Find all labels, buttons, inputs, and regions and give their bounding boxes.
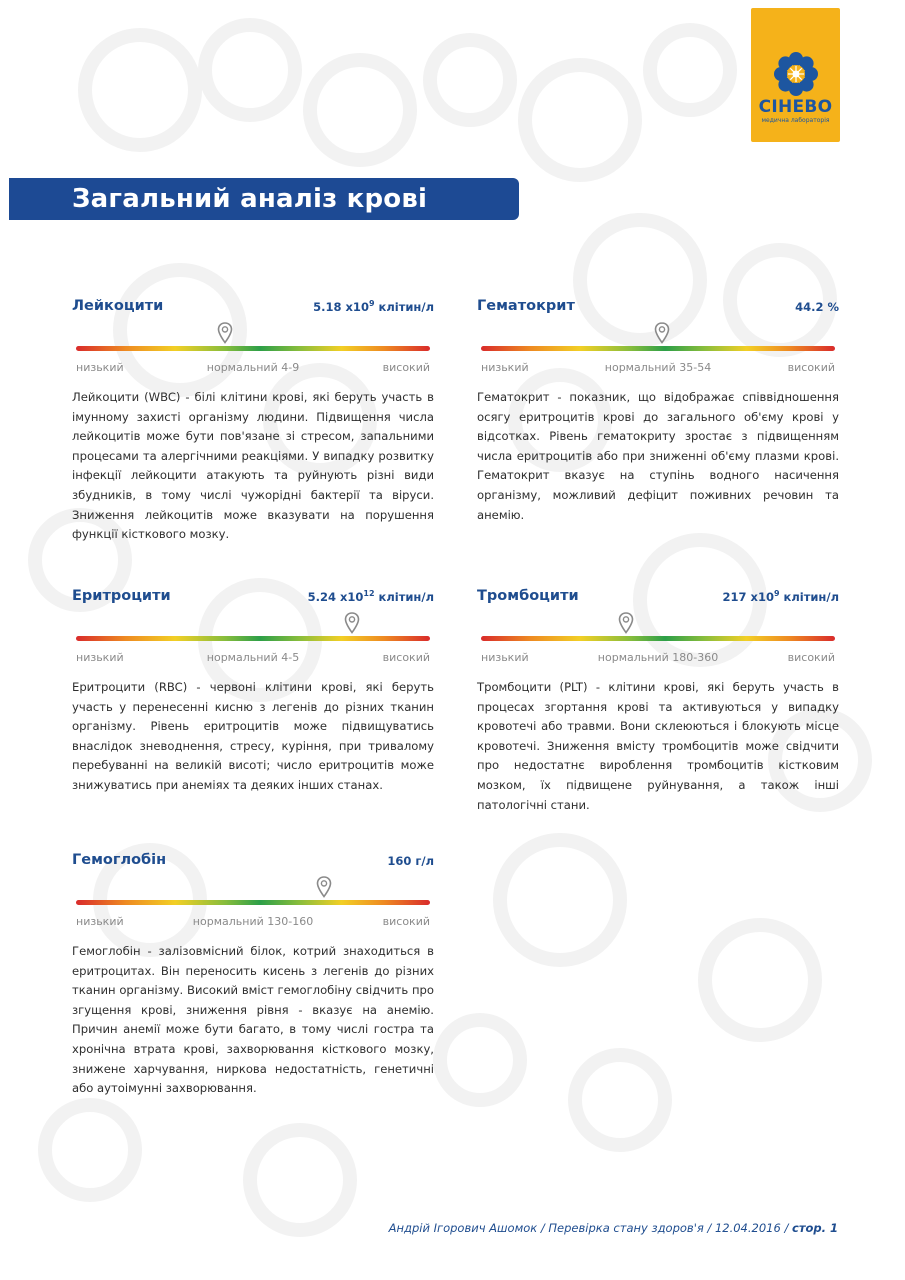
section-hematocrit (477, 296, 839, 525)
range-high-label: високий (382, 651, 430, 664)
map-pin-marker-icon (316, 876, 332, 898)
section-description: Гемоглобін - залізовмісний білок, котрий знаходиться в еритроцитах. Він переносить кисень з легенів до різних тканин організму. Високий вміст гемоглобіну свідчить про згущення крові, зниження рівня - вказує на анемію. Причин анемії може бути багато, в тому числі гостра та хронічна втрата крові, захворювання кісткового мозку, знижене харчування, ниркова недостатність, генетичні або аутоімунні захворювання. (72, 944, 434, 1096)
logo-name: СІНЕВО (758, 97, 833, 117)
section-description: Еритроцити (RBC) - червоні клітини крові, які беруть участь у перенесенні кисню з легенів до різних тканин організму. Рівень еритроцитів може підвищуватись внаслідок зневоднення, стресу, куріння, при тривалому перебуванні на великій висоті; число еритроцитів може знижуватись при анеміях та деяких інших станах. (72, 680, 434, 792)
title-bar (9, 178, 519, 220)
section-title: Еритроцити (72, 588, 171, 604)
range-low-label: низький (481, 651, 529, 664)
section-title: Гематокрит (477, 298, 575, 314)
section-title: Гемоглобін (72, 852, 167, 868)
map-pin-marker-icon (217, 322, 233, 344)
map-pin-marker-icon (618, 612, 634, 634)
flower-logo-icon (774, 52, 818, 96)
page-footer (389, 1219, 838, 1237)
range-normal-label: нормальний 130-160 (192, 915, 314, 928)
range-low-label: низький (481, 361, 529, 374)
logo-subtitle: медична лабораторія (761, 117, 830, 124)
footer-text: Андрій Ігорович Ашомок / Перевірка стану здоров'я / 12.04.2016 / (388, 1221, 792, 1235)
sinevo-logo (751, 8, 840, 142)
section-erythrocytes (72, 586, 434, 796)
result-value: 5.18 $x10^9$ клітин/л (313, 299, 434, 314)
section-leukocytes (72, 296, 434, 545)
range-bar (76, 900, 430, 905)
page-number: стор. 1 (792, 1221, 838, 1235)
range-low-label: низький (76, 651, 124, 664)
range-scale (72, 874, 434, 934)
result-value: 44.2 % (795, 300, 839, 314)
page-title: Загальний аналіз крові (72, 184, 428, 214)
range-scale (72, 610, 434, 670)
range-bar (76, 346, 430, 351)
range-high-label: високий (382, 361, 430, 374)
range-low-label: низький (76, 915, 124, 928)
range-scale (477, 610, 839, 670)
range-low-label: низький (76, 361, 124, 374)
range-normal-label: нормальний 4-9 (206, 361, 300, 374)
result-value: 217 $x10^9$ клітин/л (722, 589, 839, 604)
range-normal-label: нормальний 35-54 (604, 361, 712, 374)
range-scale (72, 320, 434, 380)
range-high-label: високий (787, 651, 835, 664)
section-title: Лейкоцити (72, 298, 164, 314)
section-platelets (477, 586, 839, 815)
range-high-label: високий (382, 915, 430, 928)
result-value: 5.24 $x10^{12}$ клітин/л (307, 589, 434, 604)
range-normal-label: нормальний 180-360 (597, 651, 719, 664)
section-title: Тромбоцити (477, 588, 579, 604)
range-scale (477, 320, 839, 380)
result-value: 160 г/л (387, 854, 434, 868)
section-description: Гематокрит - показник, що відображає співвідношення осягу еритроцитів крові до загального об'єму крові у відсотках. Рівень гематокриту зростає з підвищенням числа еритроцитів або при зниженні об'єму плазми крові. Гематокрит вказує на ступінь водного насичення організму, можливий дефіцит поживних речовин та анемію. (477, 390, 839, 522)
range-bar (76, 636, 430, 641)
map-pin-marker-icon (344, 612, 360, 634)
section-description: Лейкоцити (WBC) - білі клітини крові, які беруть участь в імунному захисті організму людини. Підвищення числа лейкоцитів може бути пов'язане зі стресом, запальними процесами та алергічними реакціями. У випадку розвитку інфекції лейкоцити атакують та руйнують різні види збудників, в тому числі чужорідні бактерії та віруси. Зниження лейкоцитів може вказувати на порушення функції кісткового мозку. (72, 390, 434, 542)
range-bar (481, 636, 835, 641)
map-pin-marker-icon (654, 322, 670, 344)
section-description: Тромбоцити (PLT) - клітини крові, які беруть участь в процесах згортання крові та активуються у випадку кровотечі або травми. Вони склеюються і блокують місце кровотечі. Зниження вмісту тромбоцитів може свідчити про недостатнє вироблення тромбоцитів кістковим мозком, їх підвищене руйнування, а також інші патологічні стани. (477, 680, 839, 812)
range-normal-label: нормальний 4-5 (206, 651, 300, 664)
section-hemoglobin (72, 850, 434, 1099)
range-high-label: високий (787, 361, 835, 374)
range-bar (481, 346, 835, 351)
